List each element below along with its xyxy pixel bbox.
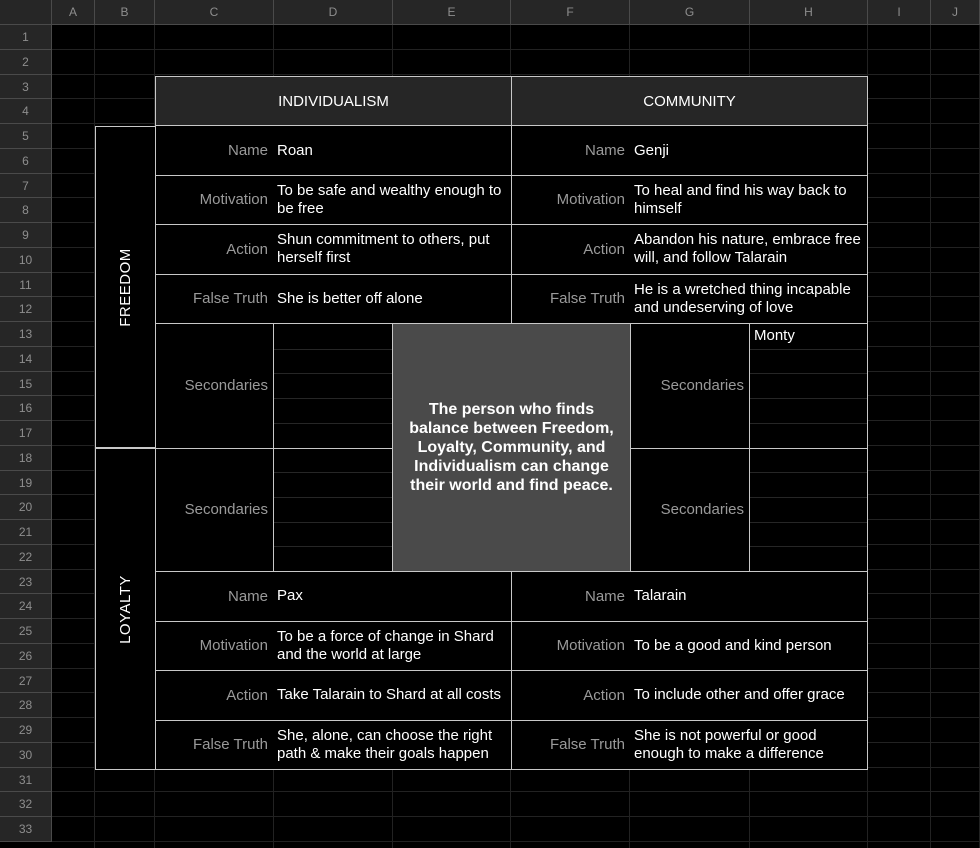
- row-header-3[interactable]: 3: [0, 75, 52, 99]
- row-header-26[interactable]: 26: [0, 644, 52, 669]
- side-freedom: [95, 126, 155, 448]
- row-header-15[interactable]: 15: [0, 372, 52, 396]
- row-header-9[interactable]: 9: [0, 223, 52, 248]
- label-motivation: Motivation: [556, 637, 625, 654]
- label-secondaries: Secondaries: [184, 501, 268, 518]
- column-header-i[interactable]: I: [868, 0, 931, 25]
- row-header-6[interactable]: 6: [0, 149, 52, 174]
- row-header-7[interactable]: 7: [0, 174, 52, 198]
- row-header-30[interactable]: 30: [0, 743, 52, 768]
- lc-action[interactable]: To include other and offer grace: [634, 686, 845, 703]
- center-statement[interactable]: The person who finds balance between Freedom, Loyalty, Community, and Individualism can change their world and find peace.: [392, 323, 631, 572]
- label-false-truth: False Truth: [549, 290, 625, 307]
- fc-name[interactable]: Genji: [634, 141, 670, 159]
- header-community: COMMUNITY: [511, 76, 868, 126]
- row-header-16[interactable]: 16: [0, 396, 52, 421]
- row-header-12[interactable]: 12: [0, 297, 52, 322]
- label-false-truth: False Truth: [192, 736, 268, 753]
- label-motivation: Motivation: [199, 637, 268, 654]
- label-name: Name: [227, 587, 268, 605]
- label-action: Action: [226, 686, 268, 704]
- lc-motivation[interactable]: To be a good and kind person: [634, 636, 832, 654]
- row-header-10[interactable]: 10: [0, 248, 52, 273]
- fi-action[interactable]: Shun commitment to others, put herself first: [277, 231, 490, 266]
- label-secondaries: Secondaries: [184, 377, 268, 394]
- fc-secondary-1[interactable]: Monty: [754, 326, 795, 344]
- row-header-22[interactable]: 22: [0, 545, 52, 570]
- row-header-32[interactable]: 32: [0, 792, 52, 817]
- row-header-20[interactable]: 20: [0, 495, 52, 520]
- label-name: Name: [584, 142, 625, 159]
- fi-motivation[interactable]: To be safe and wealthy enough to be free: [277, 181, 502, 217]
- lc-name[interactable]: Talarain: [634, 587, 687, 604]
- label-motivation: Motivation: [556, 191, 625, 208]
- row-header-23[interactable]: 23: [0, 570, 52, 594]
- row-header-1[interactable]: 1: [0, 25, 52, 50]
- row-header-21[interactable]: 21: [0, 520, 52, 545]
- side-loyalty: [95, 448, 155, 770]
- header-individualism: INDIVIDUALISM: [155, 76, 512, 126]
- column-header-d[interactable]: D: [274, 0, 393, 25]
- li-motivation[interactable]: To be a force of change in Shard and the world at large: [277, 627, 494, 663]
- column-header-g[interactable]: G: [630, 0, 750, 25]
- select-all-corner[interactable]: [0, 0, 52, 25]
- row-header-31[interactable]: 31: [0, 768, 52, 792]
- column-header-j[interactable]: J: [931, 0, 980, 25]
- label-secondaries: Secondaries: [660, 501, 744, 518]
- column-header-h[interactable]: H: [750, 0, 868, 25]
- li-false-truth[interactable]: She, alone, can choose the right path & make their goals happen: [277, 726, 493, 762]
- side-freedom-label: FREEDOM: [117, 247, 134, 327]
- row-header-18[interactable]: 18: [0, 446, 52, 471]
- fc-false-truth[interactable]: He is a wretched thing incapable and undeserving of love: [634, 280, 851, 316]
- li-action[interactable]: Take Talarain to Shard at all costs: [277, 686, 502, 703]
- row-header-8[interactable]: 8: [0, 198, 52, 223]
- row-header-24[interactable]: 24: [0, 594, 52, 619]
- fc-action[interactable]: Abandon his nature, embrace free will, and follow Talarain: [634, 231, 861, 266]
- label-action: Action: [583, 240, 625, 258]
- fi-name[interactable]: Roan: [277, 141, 313, 159]
- row-header-29[interactable]: 29: [0, 718, 52, 743]
- fi-false-truth[interactable]: She is better off alone: [277, 289, 423, 307]
- label-action: Action: [583, 686, 625, 704]
- lc-false-truth[interactable]: She is not powerful or good enough to make a difference: [634, 726, 824, 762]
- row-header-25[interactable]: 25: [0, 619, 52, 644]
- label-secondaries: Secondaries: [660, 377, 744, 394]
- label-action: Action: [226, 240, 268, 258]
- label-false-truth: False Truth: [549, 736, 625, 753]
- column-header-c[interactable]: C: [155, 0, 274, 25]
- row-header-27[interactable]: 27: [0, 669, 52, 693]
- row-header-4[interactable]: 4: [0, 99, 52, 124]
- row-header-19[interactable]: 19: [0, 471, 52, 495]
- row-header-11[interactable]: 11: [0, 273, 52, 297]
- row-header-2[interactable]: 2: [0, 50, 52, 75]
- column-header-f[interactable]: F: [511, 0, 630, 25]
- label-name: Name: [227, 142, 268, 159]
- row-header-33[interactable]: 33: [0, 817, 52, 842]
- column-header-a[interactable]: A: [52, 0, 95, 25]
- row-header-17[interactable]: 17: [0, 421, 52, 446]
- column-header-e[interactable]: E: [393, 0, 511, 25]
- label-false-truth: False Truth: [192, 290, 268, 307]
- fc-motivation[interactable]: To heal and find his way back to himself: [634, 181, 847, 217]
- label-name: Name: [584, 587, 625, 605]
- side-loyalty-label: LOYALTY: [117, 574, 134, 644]
- row-header-14[interactable]: 14: [0, 347, 52, 372]
- row-header-13[interactable]: 13: [0, 322, 52, 347]
- row-header-5[interactable]: 5: [0, 124, 52, 149]
- label-motivation: Motivation: [199, 191, 268, 208]
- column-header-b[interactable]: B: [95, 0, 155, 25]
- li-name[interactable]: Pax: [277, 587, 303, 604]
- row-header-28[interactable]: 28: [0, 693, 52, 718]
